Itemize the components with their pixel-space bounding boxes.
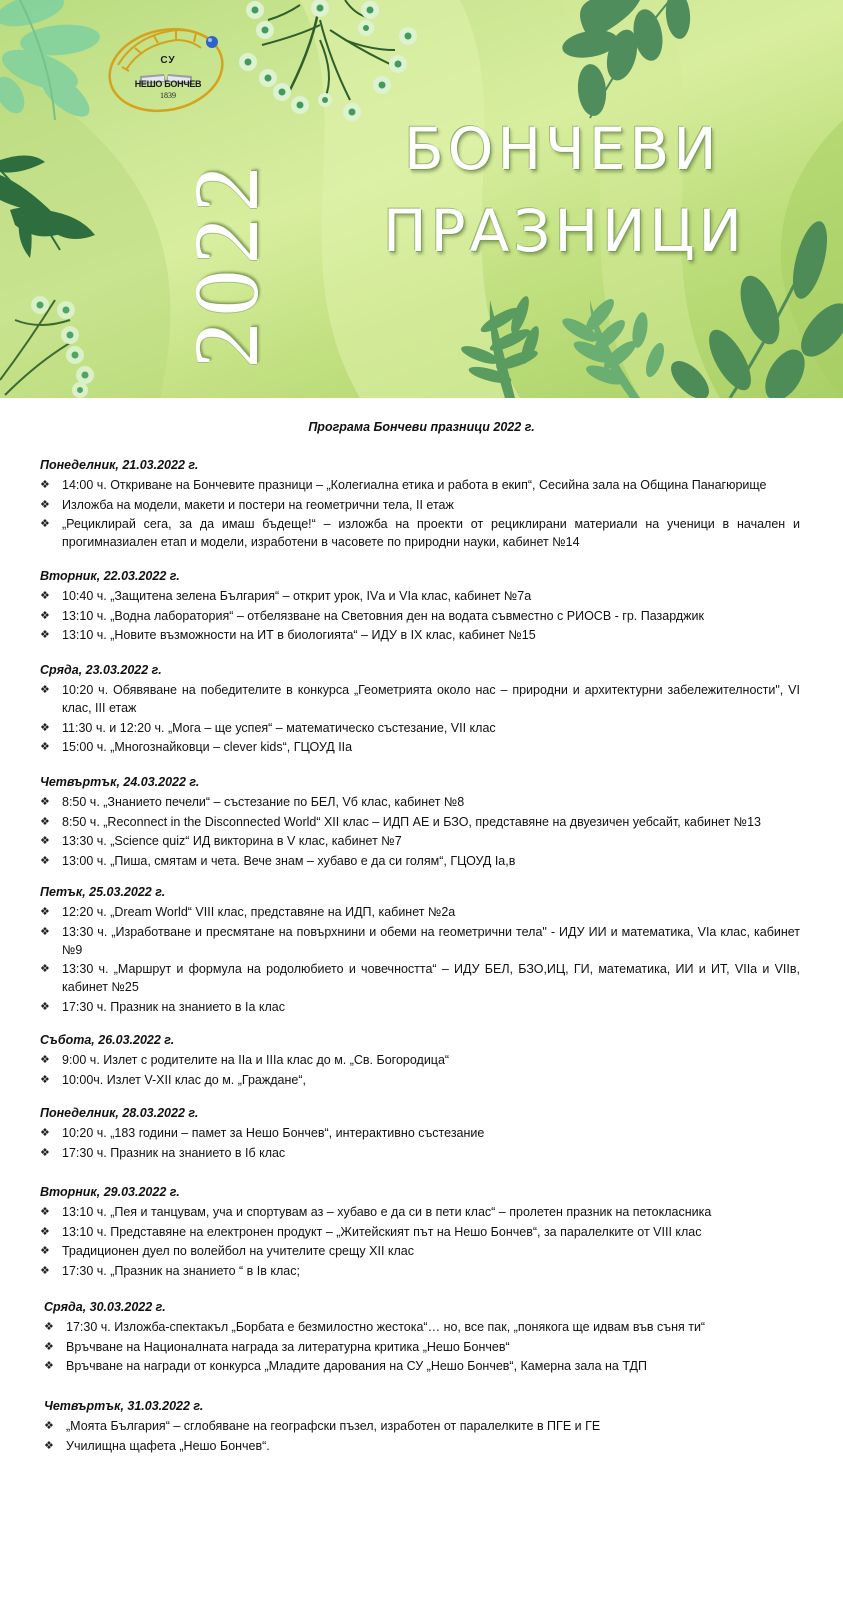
diamond-bullet-icon: ❖	[40, 815, 50, 828]
diamond-bullet-icon: ❖	[40, 590, 50, 602]
day-heading: Събота, 26.03.2022 г.	[40, 1033, 175, 1047]
diamond-bullet-icon: ❖	[40, 854, 50, 867]
diamond-bullet-icon: ❖	[40, 906, 50, 918]
program-item	[40, 852, 800, 870]
banner-title-line-1: БОНЧЕВИ	[404, 115, 721, 183]
school-logo	[106, 28, 226, 110]
diamond-bullet-icon: ❖	[44, 1340, 54, 1353]
day-section	[40, 660, 800, 758]
program-item	[40, 1051, 800, 1069]
program-item	[40, 998, 800, 1016]
program-item	[40, 515, 800, 551]
program-item	[40, 1242, 800, 1260]
program-item	[40, 476, 800, 494]
day-heading: Сряда, 23.03.2022 г.	[40, 663, 162, 677]
day-section	[40, 882, 800, 1017]
diamond-bullet-icon: ❖	[44, 1439, 54, 1452]
day-heading: Четвъртък, 24.03.2022 г.	[40, 775, 200, 789]
diamond-bullet-icon: ❖	[40, 479, 50, 491]
banner-year: 2022	[175, 160, 277, 368]
day-section	[40, 1030, 800, 1090]
program-item	[40, 960, 800, 996]
program-item	[40, 607, 800, 625]
program-item	[40, 1144, 800, 1162]
program-item-text: 13:00 ч. „Пиша, смятам и чета. Вече знам – хубаво е да си голям“, ГЦОУД Iа,в	[62, 853, 516, 868]
program-item	[40, 1124, 800, 1142]
diamond-bullet-icon: ❖	[40, 1073, 50, 1086]
program-item	[44, 1318, 804, 1336]
program-item	[40, 793, 800, 811]
header-banner	[0, 0, 843, 398]
program-item-text: Училищна щафета „Нешо Бончев“.	[66, 1438, 270, 1453]
program-item-text: 10:20 ч. „183 години – памет за Нешо Бончев“, интерактивно състезание	[62, 1126, 485, 1140]
diamond-bullet-icon: ❖	[40, 1146, 50, 1159]
program-item-text: 9:00 ч. Излет с родителите на IIа и IIIа клас до м. „Св. Богородица“	[62, 1053, 450, 1067]
program-item	[40, 923, 800, 959]
diamond-bullet-icon: ❖	[40, 498, 50, 511]
program-item-text: 14:00 ч. Откриване на Бончевите празници – „Колегиална етика и работа в екип“, Сесийна зала на Община Панагюрище	[62, 478, 767, 492]
program-item	[40, 1071, 800, 1089]
program-item-text: 17:30 ч. Празник на знанието в Iб клас	[62, 1145, 286, 1160]
program-item	[44, 1357, 804, 1375]
day-section	[44, 1396, 804, 1456]
diamond-bullet-icon: ❖	[40, 1127, 50, 1139]
program-item	[40, 1262, 800, 1280]
day-heading: Сряда, 30.03.2022 г.	[44, 1300, 166, 1314]
program-item-text: Връчване на награди от конкурса „Младите дарования на СУ „Нешо Бончев“, Камерна зала на ТДП	[66, 1359, 647, 1373]
diamond-bullet-icon: ❖	[40, 684, 50, 696]
day-section	[40, 1182, 800, 1281]
day-section	[40, 1103, 800, 1163]
diamond-bullet-icon: ❖	[44, 1360, 54, 1372]
day-section	[40, 566, 800, 646]
diamond-bullet-icon: ❖	[40, 925, 50, 938]
program-item	[40, 903, 800, 921]
program-item	[40, 832, 800, 850]
day-heading: Понеделник, 21.03.2022 г.	[40, 458, 199, 472]
program-item-text: 13:10 ч. „Пея и танцувам, уча и спортувам аз – хубаво е да си в пети клас“ – пролетен празник на петокласника	[62, 1205, 712, 1219]
program-item	[40, 813, 800, 831]
program-item-text: 17:30 ч. Празник на знанието в Iа клас	[62, 999, 285, 1014]
program-item	[40, 719, 800, 737]
program-item	[44, 1417, 804, 1435]
day-heading: Петък, 25.03.2022 г.	[40, 885, 166, 899]
program-item-text: 13:30 ч. „Маршрут и формула на родолюбието и човечността“ – ИДУ БЕЛ, БЗО,ИЦ, ГИ, математика, ИИ и ИТ, VIIа и VIIв, кабинет №25	[62, 962, 800, 994]
program-item-text: 13:30 ч. „Science quiz“ ИД викторина в V клас, кабинет №7	[62, 834, 402, 848]
logo-school-name: НЕШО БОНЧЕВ	[134, 79, 202, 89]
logo-abbreviation: СУ	[160, 55, 176, 66]
day-section	[40, 455, 800, 553]
diamond-bullet-icon: ❖	[40, 721, 50, 734]
program-item-text: 13:10 ч. Представяне на електронен продукт – „Житейският път на Нешо Бончев“, за паралелките от VIII клас	[62, 1224, 702, 1239]
program-item-text: „Рециклирай сега, за да имаш бъдеще!“ – изложба на проекти от рециклирани материали на ученици в начален и прогимназиален етап и модели, изработени в часовете по природни науки, кабинет №14	[62, 517, 800, 549]
program-item-text: 13:10 ч. „Водна лаборатория“ – отбелязване на Световния ден на водата съвместно с РИОСВ - гр. Пазарджик	[62, 608, 704, 623]
diamond-bullet-icon: ❖	[40, 1206, 50, 1218]
program-item	[40, 738, 800, 756]
diamond-bullet-icon: ❖	[40, 1225, 50, 1238]
diamond-bullet-icon: ❖	[40, 741, 50, 753]
program-item-text: Връчване на Националната награда за литературна критика „Нешо Бончев“	[66, 1339, 510, 1354]
diamond-bullet-icon: ❖	[40, 1054, 50, 1066]
program-item-text: 17:30 ч. Изложба-спектакъл „Борбата е безмилостно жестока“… но, все пак, „понякога ще идвам във съня ти“	[66, 1320, 706, 1334]
diamond-bullet-icon: ❖	[40, 796, 50, 808]
program-item-text: 10:20 ч. Обявяване на победителите в конкурса „Геометрията около нас – природни и архитектурни забележителности", VI клас, III етаж	[62, 683, 800, 715]
banner-title-line-2: ПРАЗНИЦИ	[383, 197, 746, 265]
program-item-text: 17:30 ч. „Празник на знанието “ в Iв клас;	[62, 1263, 300, 1278]
program-item	[40, 681, 800, 717]
program-item-text: 8:50 ч. „Знанието печели“ – състезание по БЕЛ, Vб клас, кабинет №8	[62, 795, 465, 809]
diamond-bullet-icon: ❖	[40, 609, 50, 622]
program-item-text: 12:20 ч. „Dream World“ VIII клас, представяне на ИДП, кабинет №2а	[62, 905, 456, 919]
program-item-text: 8:50 ч. „Reconnect in the Disconnected World“ XII клас – ИДП АЕ и БЗО, представяне на двуезичен уебсайт, кабинет №13	[62, 814, 761, 829]
diamond-bullet-icon: ❖	[40, 518, 50, 530]
day-section	[40, 772, 800, 871]
program-item-text: 13:10 ч. „Новите възможности на ИТ в биологията“ – ИДУ в IX клас, кабинет №15	[62, 628, 536, 642]
program-item-text: 10:00ч. Излет V-XII клас до м. „Граждане“,	[62, 1072, 306, 1087]
program-item	[40, 1223, 800, 1241]
day-heading: Вторник, 29.03.2022 г.	[40, 1185, 180, 1199]
program-item-text: 13:30 ч. „Изработване и пресмятане на повърхнини и обеми на геометрични тела" - ИДУ ИИ и математика, VIа клас, кабинет №9	[62, 924, 800, 957]
document-title: Програма Бончеви празници 2022 г.	[308, 420, 535, 434]
diamond-bullet-icon: ❖	[44, 1420, 54, 1432]
program-item	[40, 1203, 800, 1221]
diamond-bullet-icon: ❖	[40, 1000, 50, 1013]
program-item	[40, 496, 800, 514]
day-heading: Понеделник, 28.03.2022 г.	[40, 1106, 199, 1120]
diamond-bullet-icon: ❖	[44, 1321, 54, 1333]
day-heading: Вторник, 22.03.2022 г.	[40, 569, 180, 583]
diamond-bullet-icon: ❖	[40, 835, 50, 847]
diamond-bullet-icon: ❖	[40, 1245, 50, 1257]
diamond-bullet-icon: ❖	[40, 629, 50, 641]
program-item	[44, 1437, 804, 1455]
program-item-text: 10:40 ч. „Защитена зелена България“ – открит урок, IVа и VIа клас, кабинет №7а	[62, 589, 532, 603]
diamond-bullet-icon: ❖	[40, 963, 50, 975]
program-item-text: Изложба на модели, макети и постери на геометрични тела, II етаж	[62, 497, 454, 512]
program-item	[40, 587, 800, 605]
program-item-text: 15:00 ч. „Многознайковци – clever kids“, ГЦОУД IIа	[62, 740, 353, 754]
diamond-bullet-icon: ❖	[40, 1264, 50, 1277]
program-item-text: Традиционен дуел по волейбол на учителите срещу XII клас	[62, 1244, 414, 1258]
day-heading: Четвъртък, 31.03.2022 г.	[44, 1399, 204, 1413]
program-item-text: 11:30 ч. и 12:20 ч. „Мога – ще успея“ – математическо състезание, VII клас	[62, 720, 496, 735]
program-item	[40, 626, 800, 644]
day-section	[44, 1297, 804, 1377]
logo-year: 1839	[160, 91, 176, 100]
program-item-text: „Моята България“ – сглобяване на географски пъзел, изработен от паралелките в ПГЕ и ГЕ	[66, 1419, 601, 1433]
program-item	[44, 1338, 804, 1356]
